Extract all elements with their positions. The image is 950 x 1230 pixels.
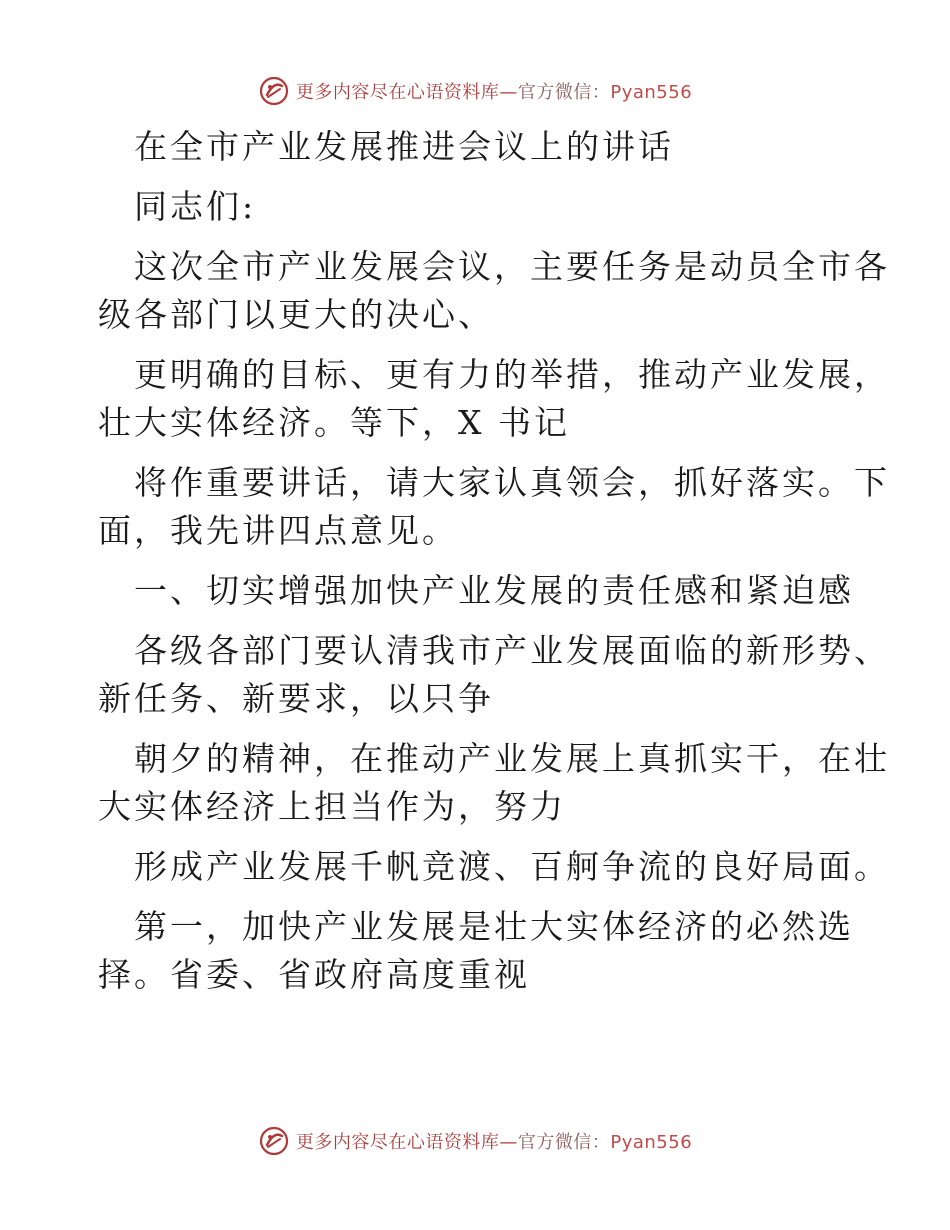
scroll-seal-icon (258, 1125, 290, 1157)
paragraph-line: 形成产业发展千帆竞渡、百舸争流的良好局面。 (134, 847, 890, 886)
watermark-separator: — (499, 1132, 518, 1153)
section-heading: 一、切实增强加快产业发展的责任感和紧迫感 (134, 571, 854, 610)
footer-watermark (0, 1121, 950, 1161)
paragraph-line: 新任务、新要求，以只争 (98, 679, 494, 718)
paragraph-line: 级各部门以更大的决心、 (98, 295, 494, 334)
watermark-text (296, 1128, 692, 1154)
document-body (98, 123, 890, 999)
paragraph-line: 朝夕的精神，在推动产业发展上真抓实干，在壮 (134, 739, 890, 778)
watermark-main: 更多内容尽在心语资料库 (295, 82, 500, 103)
watermark-main: 更多内容尽在心语资料库 (295, 1132, 500, 1153)
salutation: 同志们: (134, 187, 257, 226)
paragraph-line: 壮大实体经济。等下，X 书记 (98, 403, 570, 442)
paragraph-line: 将作重要讲话，请大家认真领会，抓好落实。下 (134, 463, 890, 502)
paragraph-line: 各级各部门要认清我市产业发展面临的新形势、 (134, 631, 890, 670)
paragraph-line: 更明确的目标、更有力的举措，推动产业发展， (134, 355, 890, 394)
scroll-seal-icon (258, 75, 290, 107)
watermark-text (296, 78, 692, 104)
watermark-wechat-id: Pyan556 (610, 1132, 693, 1153)
watermark-separator: — (499, 82, 518, 103)
watermark-wechat-id: Pyan556 (610, 82, 693, 103)
paragraph-line: 择。省委、省政府高度重视 (98, 955, 530, 994)
paragraph-line: 这次全市产业发展会议，主要任务是动员全市各 (134, 247, 890, 286)
watermark-wechat-label: 官方微信： (517, 82, 611, 103)
paragraph-line: 大实体经济上担当作为，努力 (98, 787, 566, 826)
document-title: 在全市产业发展推进会议上的讲话 (134, 127, 674, 166)
header-watermark (0, 71, 950, 111)
paragraph-line: 面，我先讲四点意见。 (98, 511, 458, 550)
watermark-wechat-label: 官方微信： (517, 1132, 611, 1153)
paragraph-line: 第一，加快产业发展是壮大实体经济的必然选 (134, 907, 854, 946)
